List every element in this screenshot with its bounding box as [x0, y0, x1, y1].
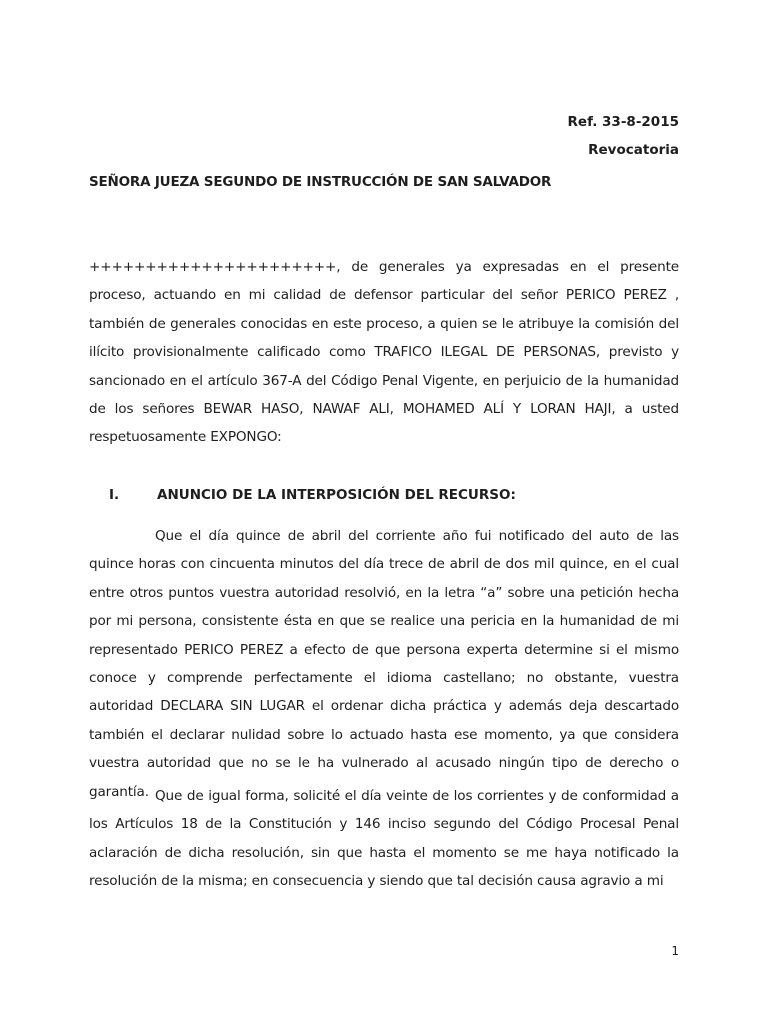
- addressee-heading: SEÑORA JUEZA SEGUNDO DE INSTRUCCIÓN DE SAN SALVADOR: [89, 174, 552, 190]
- section-heading: [109, 487, 516, 503]
- reference-block: [568, 108, 679, 164]
- document-subject: Revocatoria: [588, 142, 679, 158]
- body-paragraph-1: Que el día quince de abril del corriente año fui notificado del auto de las quince horas con cincuenta minutos del día trece de abril de dos mil quince, en el cual entre otros puntos vuestra autoridad resolvió, en la letra “a” sobre una petición hecha por mi persona, consistente ésta en que se realice una pericia en la humanidad de mi representado PERICO PEREZ a efecto de que persona experta determine si el mismo conoce y comprende perfectamente el idioma castellano; no obstante, vuestra autoridad DECLARA SIN LUGAR el ordenar dicha práctica y además deja descartado también el declarar nulidad sobre lo actuado hasta ese momento, ya que considera vuestra autoridad que no se le ha vulnerado al acusado ningún tipo de derecho o garantía.: [89, 528, 679, 800]
- section-number: I.: [109, 487, 120, 503]
- intro-paragraph: ++++++++++++++++++++++, de generales ya expresadas en el presente proceso, actuando en mi calidad de defensor particular del señor PERICO PEREZ , también de generales conocidas en este proceso, a quien se le atribuye la comisión del ilícito provisionalmente calificado como TRAFICO ILEGAL DE PERSONAS, previsto y sancionado en el artículo 367-A del Código Penal Vigente, en perjuicio de la humanidad de los señores BEWAR HASO, NAWAF ALI, MOHAMED ALÍ Y LORAN HAJI, a usted respetuosamente EXPONGO:: [89, 259, 679, 446]
- section-title: ANUNCIO DE LA INTERPOSICIÓN DEL RECURSO:: [157, 487, 516, 503]
- reference-number: Ref. 33-8-2015: [567, 114, 679, 130]
- body-paragraph-2: Que de igual forma, solicité el día veinte de los corrientes y de conformidad a los Artículos 18 de la Constitución y 146 inciso segundo del Código Procesal Penal aclaración de dicha resolución, sin que hasta el momento se me haya notificado la resolución de la misma; en consecuencia y siendo que tal decisión causa agravio a mi: [89, 788, 679, 890]
- page-number: 1: [671, 944, 679, 958]
